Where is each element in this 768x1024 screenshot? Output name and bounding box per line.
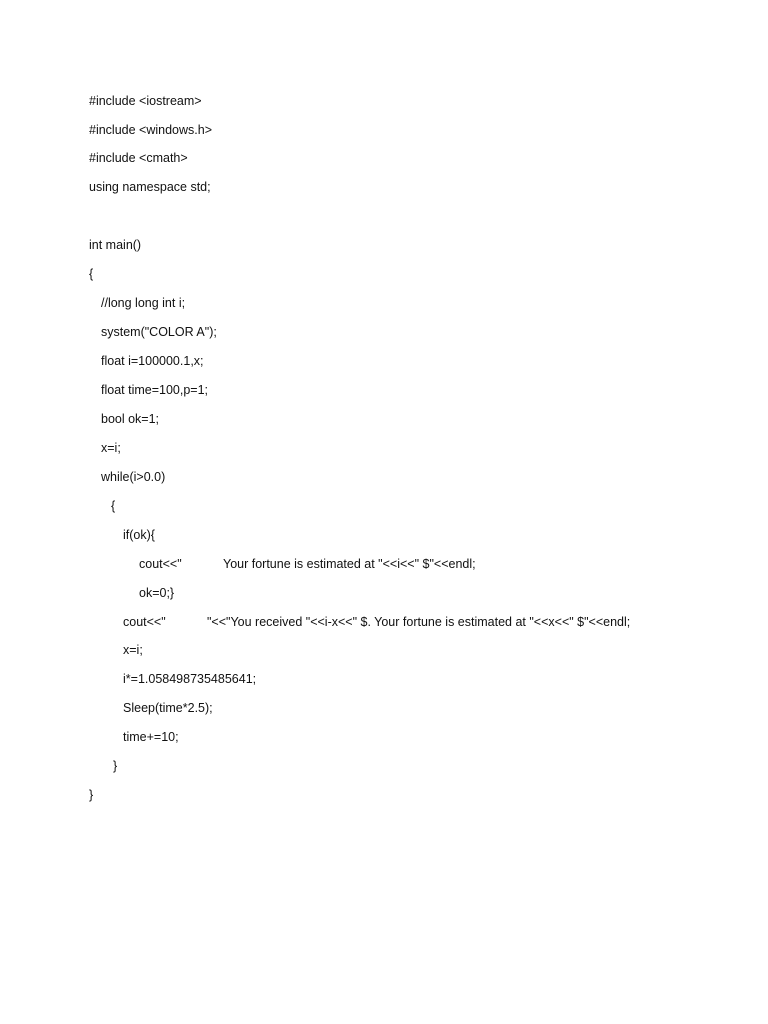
code-line: cout<<" <box>139 557 182 571</box>
code-line: int main() <box>89 238 142 252</box>
code-line: #include <iostream> <box>89 94 202 108</box>
code-line: { <box>89 267 94 281</box>
code-line: //long long int i; <box>101 296 186 310</box>
code-line: cout<<" <box>123 615 166 629</box>
code-line: "<<"You received "<<i-x<<" $. Your fortune is estimated at "<<x<<" $"<<endl; <box>207 615 631 629</box>
code-line: using namespace std; <box>89 180 211 194</box>
code-line: i*=1.058498735485641; <box>123 672 257 686</box>
code-line: } <box>89 788 94 802</box>
code-line: { <box>111 499 116 513</box>
code-line: float i=100000.1,x; <box>101 354 204 368</box>
code-line: #include <windows.h> <box>89 123 212 137</box>
code-line: time+=10; <box>123 730 179 744</box>
code-line: } <box>113 759 118 773</box>
code-line: Sleep(time*2.5); <box>123 701 213 715</box>
code-line: bool ok=1; <box>101 412 160 426</box>
code-line: Your fortune is estimated at "<<i<<" $"<<endl; <box>223 557 476 571</box>
code-line: if(ok){ <box>123 528 155 542</box>
code-line: ok=0;} <box>139 586 175 600</box>
code-line: #include <cmath> <box>89 151 188 165</box>
code-line: system("COLOR A"); <box>101 325 217 339</box>
code-line: float time=100,p=1; <box>101 383 209 397</box>
code-line: x=i; <box>101 441 121 455</box>
code-line: while(i>0.0) <box>101 470 166 484</box>
code-line: x=i; <box>123 643 143 657</box>
